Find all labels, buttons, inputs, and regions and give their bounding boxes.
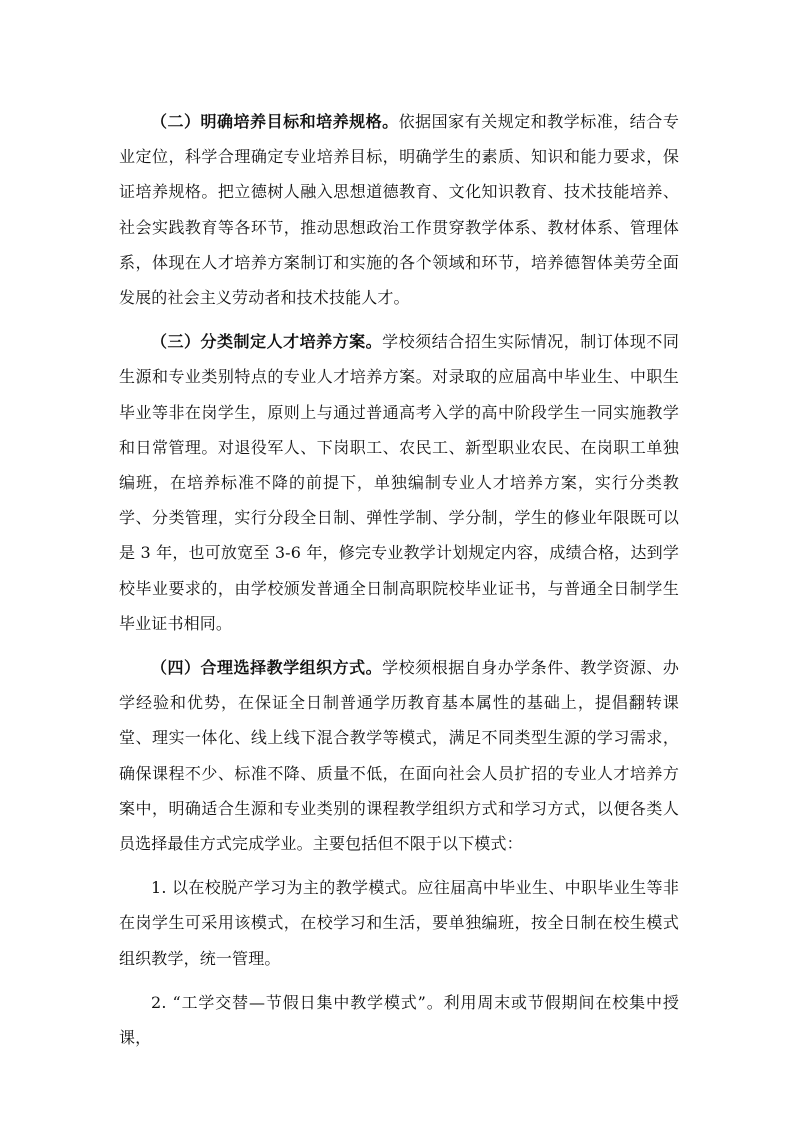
list-item-text-work-study-mode: 2. “工学交替—节假日集中教学模式”。利用周末或节假期间在校集中授课， — [119, 992, 679, 1048]
list-item-work-study-mode — [119, 985, 679, 1055]
paragraph-text-training-plan: 学校须结合招生实际情况，制订体现不同生源和专业类别特点的专业人才培养方案。对录取的应届高中毕业生、中职生毕业等非在岗学生，原则上与通过普通高考入学的高中阶段学生一同实施教学和日常管理。对退役军人、下岗职工、农民工、新型职业农民、在岗职工单独编班，在培养标准不降的前提下，单独编制专业人才培养方案，实行分类教学、分类管理，实行分段全日制、弹性学制、学分制，学生的修业年限既可以是 3 年，也可放宽至 3-6 年，修完专业教学计划规定内容，成绩合格，达到学校毕业要求的，由学校颁发普通全日制高职院校毕业证书，与普通全日制学生毕业证书相同。 — [119, 332, 679, 633]
paragraph-text-training-goals: 依据国家有关规定和教学标准，结合专业定位，科学合理确定专业培养目标，明确学生的素质、知识和能力要求，保证培养规格。把立德树人融入思想道德教育、文化知识教育、技术技能培养、社会实践教育等各环节，推动思想政治工作贯穿教学体系、教材体系、管理体系，体现在人才培养方案制订和实施的各个领域和环节，培养德智体美劳全面发展的社会主义劳动者和技术技能人才。 — [119, 112, 679, 308]
section-heading-training-plan: （三）分类制定人才培养方案。 — [151, 332, 383, 352]
section-heading-teaching-organization: （四）合理选择教学组织方式。 — [151, 658, 383, 678]
paragraph-text-teaching-organization: 学校须根据自身办学条件、教学资源、办学经验和优势，在保证全日制普通学历教育基本属性的基础上，提倡翻转课堂、理实一体化、线上线下混合教学等模式，满足不同类型生源的学习需求，确保课程不少、标准不降、质量不低，在面向社会人员扩招的专业人才培养方案中，明确适合生源和专业类别的课程教学组织方式和学习方式，以便各类人员选择最佳方式完成学业。主要包括但不限于以下模式： — [119, 658, 679, 854]
paragraph-teaching-organization — [119, 650, 679, 861]
section-heading-training-goals: （二）明确培养目标和培养规格。 — [151, 112, 399, 131]
list-item-text-full-time-mode: 1. 以在校脱产学习为主的教学模式。应往届高中毕业生、中职毕业生等非在岗学生可采用该模式，在校学习和生活，要单独编班，按全日制在校生模式组织教学，统一管理。 — [119, 878, 679, 968]
paragraph-training-plan — [119, 324, 679, 641]
paragraph-training-goals — [119, 104, 679, 315]
list-item-full-time-mode — [119, 870, 679, 976]
document-body — [119, 104, 679, 1055]
